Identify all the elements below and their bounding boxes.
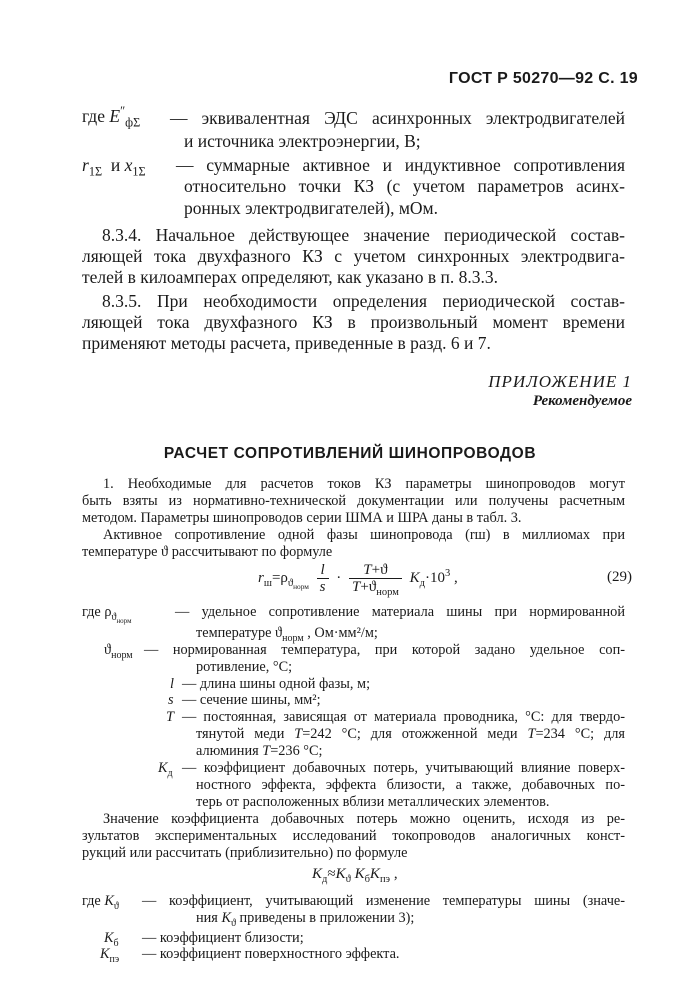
def-theta-text: — нормированная температура, при которой задано удельное соп-: [144, 642, 625, 658]
formula-29-fraction-l-s: $\frac{l}{s}$: [317, 562, 329, 595]
p835-line2: ляющей тока двухфазного КЗ в произвольный момент времени: [82, 312, 625, 332]
def-ephi-line1: — эквивалентная ЭДС асинхронных электродвигателей: [170, 108, 625, 128]
p835-line1: 8.3.5. При необходимости определения периодической состав-: [102, 291, 625, 311]
def-rho-text: — удельное сопротивление материала шины при нормированной: [175, 604, 625, 620]
def-l-label: l: [170, 676, 174, 692]
p835-line3: применяют методы расчета, приведенные в разд. 6 и 7.: [82, 333, 491, 353]
def-kd-label: $K_д$: [158, 760, 173, 779]
def-ktheta-cont: ния $K_ϑ$ приведены в приложении 3);: [196, 910, 415, 929]
def-rx-line3: ронных электродвигателей), мОм.: [184, 198, 438, 218]
p834-line2: ляющей тока двухфазного КЗ с учетом синхронных электродвига-: [82, 246, 625, 266]
def-t-cont2: алюминия T=236 °С;: [196, 743, 323, 759]
def-t-label: T: [166, 709, 174, 725]
def-theta-cont: ротивление, °С;: [196, 659, 293, 675]
def-theta-label: $ϑ_{норм}$: [104, 642, 133, 661]
def-ktheta-label: где $K_ϑ$: [82, 893, 119, 912]
def-rho-label: где $\rho_{ϑ_{норм}}$: [82, 604, 132, 625]
def-ephi-label: где $E''_{ф\Sigma}$: [82, 104, 141, 130]
para2-line1: Активное сопротивление одной фазы шинопровода (rш) в миллиомах при: [103, 527, 625, 543]
section-title: РАСЧЕТ СОПРОТИВЛЕНИЙ ШИНОПРОВОДОВ: [163, 445, 537, 462]
def-kb-label: $K_б$: [104, 930, 119, 949]
formula-29: $r_ш=\rho_{ϑ_{норм}}$ $\frac{l}{s}$ · $\frac{T+ϑ}{T+ϑ_{норм}}$ $K_д\cdot 10^3$ ,: [258, 562, 458, 598]
def-kpe-label: $K_{пэ}$: [100, 946, 120, 965]
def-kd-cont2: терь от расположенных вблизи металлических элементов.: [196, 794, 550, 810]
formula-kd: $K_д\approx K_ϑ$ $K_бK_{пэ}$ ,: [312, 866, 398, 885]
def-rx-label: $r_{1\Sigma}$ и $x_{1\Sigma}$: [82, 155, 146, 179]
def-rho-cont: температуре $ϑ_{норм}$ , Ом·мм²/м;: [196, 625, 378, 644]
para3-line1: Значение коэффициента добавочных потерь можно оценить, исходя из ре-: [103, 811, 625, 827]
def-ephi-line2: и источника электроэнергии, В;: [184, 131, 421, 151]
def-rx-line1: — суммарные активное и индуктивное сопротивления: [176, 155, 625, 175]
def-kb-text: — коэффициент близости;: [142, 930, 304, 946]
running-head: ГОСТ Р 50270—92 С. 19: [448, 70, 638, 87]
para1-line3: методом. Параметры шинопроводов серии ШМА и ШРА даны в табл. 3.: [82, 510, 522, 526]
appendix-label: ПРИЛОЖЕНИЕ 1: [488, 372, 632, 391]
formula-29-tail: $K_д\cdot 10^3$ ,: [409, 567, 458, 589]
def-kpe-text: — коэффициент поверхностного эффекта.: [142, 946, 400, 962]
def-kd-cont1: ностного эффекта, эффекта близости, а также, добавочных по-: [196, 777, 625, 793]
def-s-text: — сечение шины, мм²;: [182, 692, 321, 708]
para1-line1: 1. Необходимые для расчетов токов КЗ параметры шинопроводов могут: [103, 476, 625, 492]
para3-line3: рукций или рассчитать (приблизительно) по формуле: [82, 845, 408, 861]
formula-29-fraction-temp: $\frac{T+ϑ}{T+ϑ_{норм}}$: [349, 562, 402, 595]
appendix-status: Рекомендуемое: [532, 393, 632, 409]
def-rx-line2: относительно точки КЗ (с учетом параметров асинх-: [184, 176, 625, 196]
formula-29-lhs: $r_ш=\rho_{ϑ_{норм}}$: [258, 569, 309, 592]
def-kd-text: — коэффициент добавочных потерь, учитывающий влияние поверх-: [182, 760, 625, 776]
p834-line3: телей в килоамперах определяют, как указано в п. 8.3.3.: [82, 267, 498, 287]
formula-29-number: (29): [607, 569, 632, 585]
def-l-text: — длина шины одной фазы, м;: [182, 676, 371, 692]
para3-line2: зультатов экспериментальных исследований токопроводов аналогичных конст-: [82, 828, 625, 844]
p834-line1: 8.3.4. Начальное действующее значение периодической состав-: [102, 225, 625, 245]
def-t-text: — постоянная, зависящая от материала проводника, °С: для твердо-: [182, 709, 625, 725]
para2-line2: температуре ϑ рассчитывают по формуле: [82, 544, 333, 560]
def-ktheta-text: — коэффициент, учитывающий изменение температуры шины (значе-: [142, 893, 625, 909]
def-t-cont1: тянутой меди T=242 °С; для отожженной меди T=234 °С; для: [196, 726, 625, 742]
def-s-label: s: [168, 692, 174, 708]
para1-line2: быть взяты из нормативно-технической документации или получены расчетным: [82, 493, 625, 509]
